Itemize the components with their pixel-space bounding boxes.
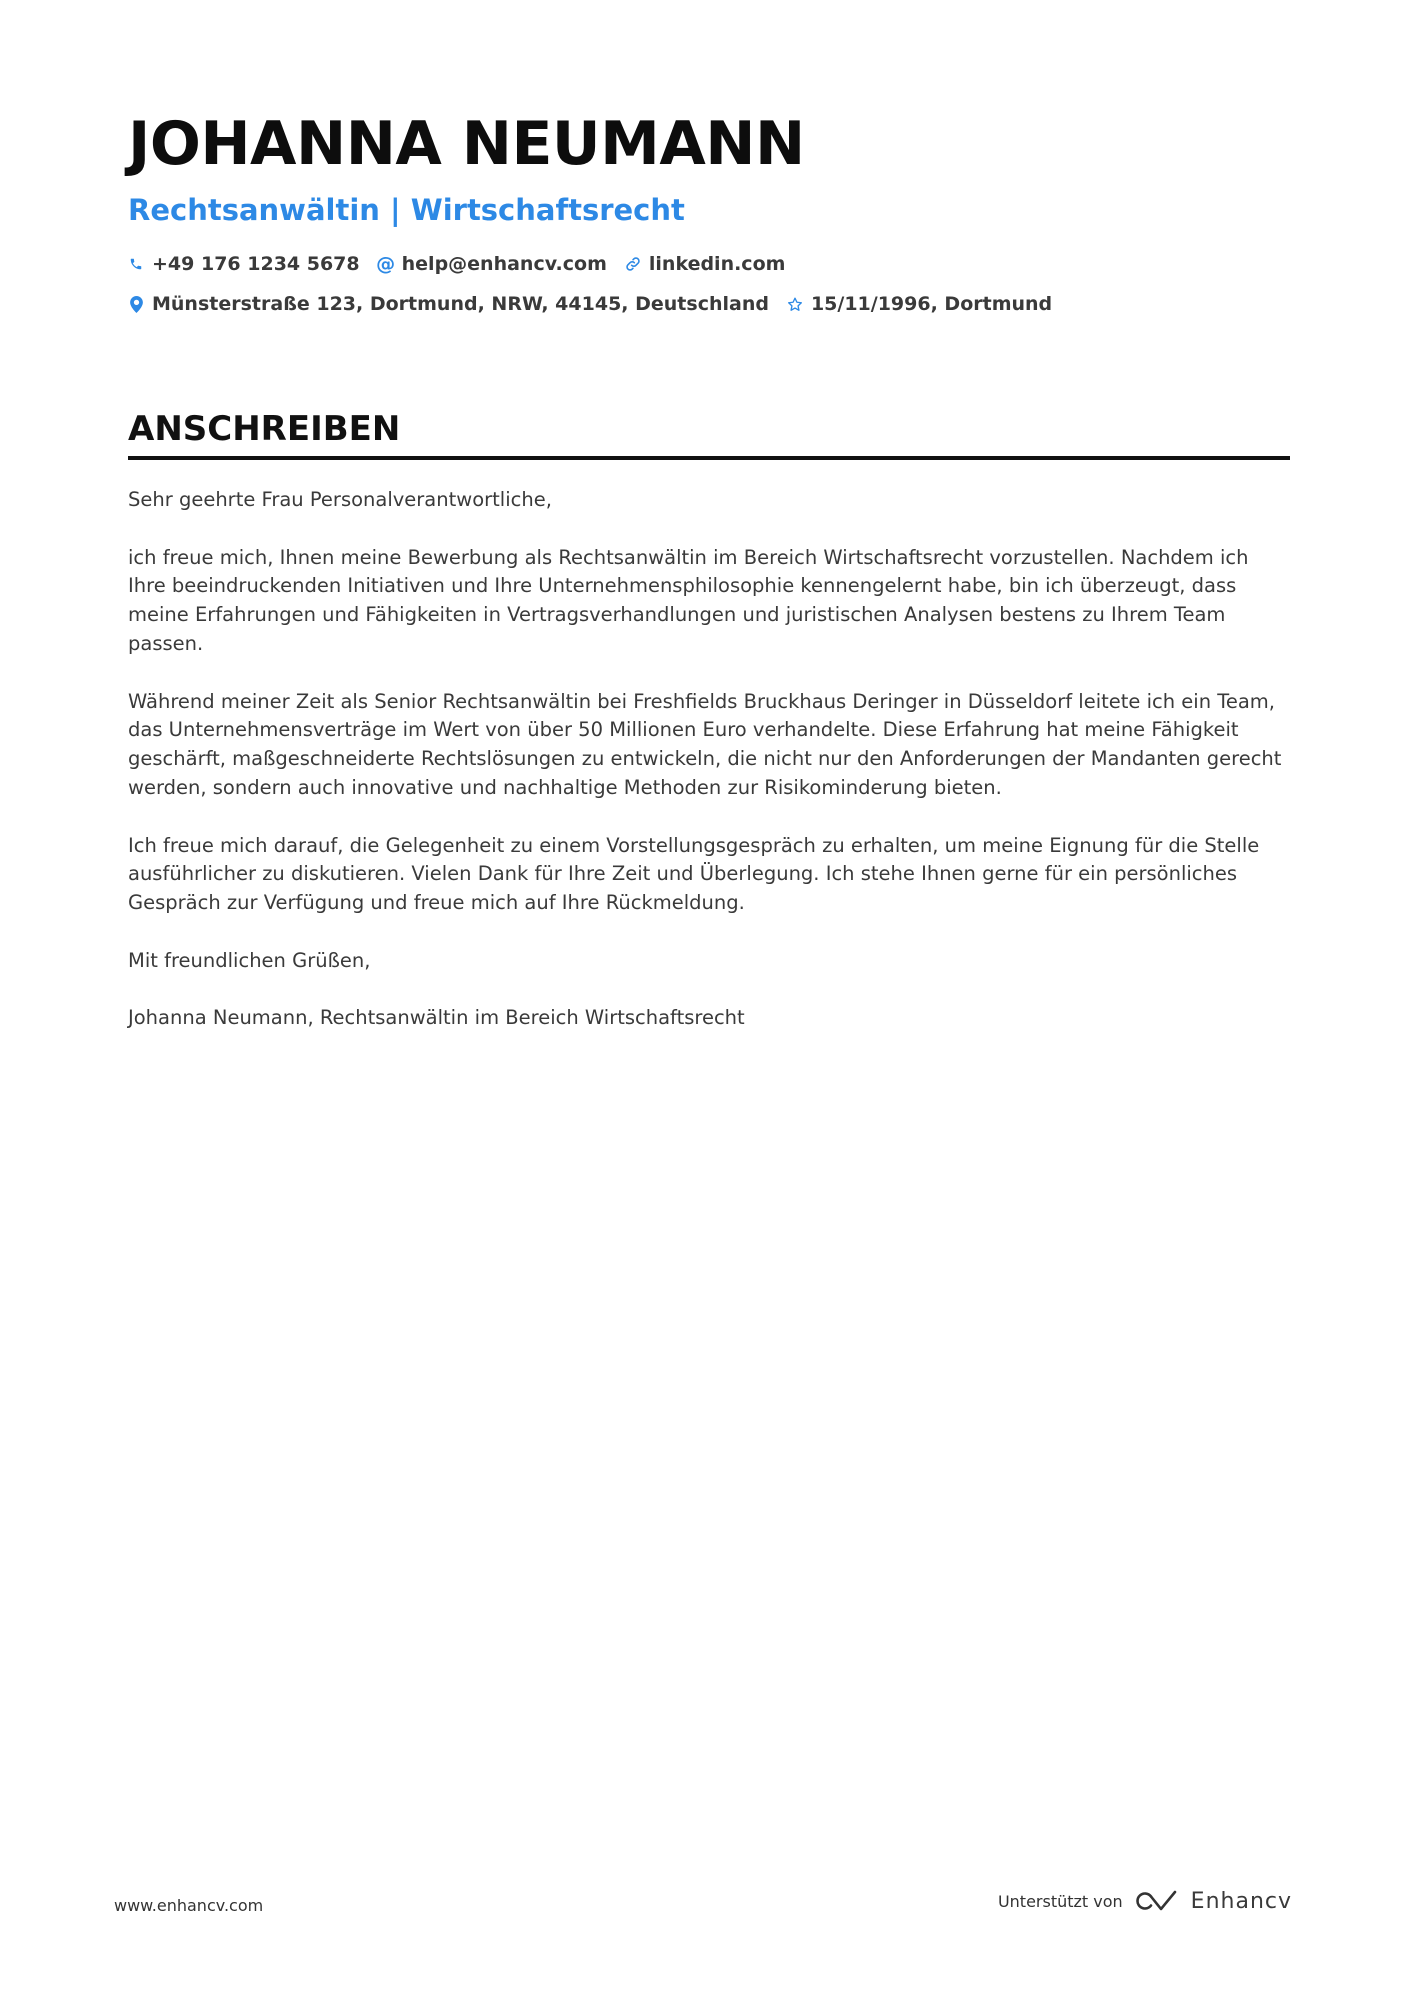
job-title: Rechtsanwältin | Wirtschaftsrecht (128, 193, 685, 227)
letter-signature: Johanna Neumann, Rechtsanwältin im Bereich Wirtschaftsrecht (128, 1006, 745, 1030)
at-icon: @ (376, 253, 396, 275)
footer-branding (998, 1888, 1292, 1914)
star-icon (787, 295, 803, 313)
email-text[interactable]: help@enhancv.com (401, 253, 607, 275)
brand-name: Enhancv (1190, 1888, 1292, 1914)
contact-birth (787, 293, 1052, 315)
contact-row-secondary (128, 290, 1290, 318)
candidate-name: JOHANNA NEUMANN (128, 109, 805, 179)
website-text[interactable]: linkedin.com (648, 253, 786, 275)
contact-row-primary (128, 250, 1290, 278)
resume-header (128, 104, 1290, 318)
location-icon (128, 295, 144, 313)
cover-letter-section (128, 408, 1290, 1062)
contact-website[interactable] (625, 253, 786, 275)
section-title: ANSCHREIBEN (128, 409, 401, 449)
address-text: Münsterstraße 123, Dortmund, NRW, 44145, Deutschland (152, 293, 769, 315)
enhancv-logo-icon (1135, 1888, 1181, 1914)
link-icon (625, 255, 641, 273)
letter-paragraph: Ich freue mich darauf, die Gelegenheit zu einem Vorstellungsgespräch zu erhalten, um meine Eignung für die Stelle ausführlicher zu diskutieren. Vielen Dank für Ihre Zeit und Überlegung. Ich stehe Ihnen gerne für ein persönliches Gespräch zur Verfügung und freue mich auf Ihre Rückmeldung. (128, 833, 1260, 915)
phone-text: +49 176 1234 5678 (152, 253, 360, 275)
letter-salutation: Sehr geehrte Frau Personalverantwortliche, (128, 488, 552, 511)
footer-website[interactable]: www.enhancv.com (114, 1896, 264, 1915)
contact-phone (128, 253, 360, 275)
letter-closing: Mit freundlichen Grüßen, (128, 948, 371, 972)
powered-by-label: Unterstützt von (997, 1891, 1123, 1911)
letter-paragraph: ich freue mich, Ihnen meine Bewerbung als Rechtsanwältin im Bereich Wirtschaftsrecht vorzustellen. Nachdem ich Ihre beeindruckenden Initiativen und Ihre Unternehmensphilosophie kennengelernt habe, bin ich überzeugt, dass meine Erfahrungen und Fähigkeiten in Vertragsverhandlungen und juristischen Analysen bestens zu Ihrem Team passen. (128, 545, 1249, 655)
birth-text: 15/11/1996, Dortmund (810, 293, 1053, 315)
letter-paragraph: Während meiner Zeit als Senior Rechtsanwältin bei Freshfields Bruckhaus Deringer in Düsseldorf leitete ich ein Team, das Unternehmensverträge im Wert von über 50 Millionen Euro verhandelte. Diese Erfahrung hat meine Fähigkeit geschärft, maßgeschneiderte Rechtslösungen zu entwickeln, die nicht nur den Anforderungen der Mandanten gerecht werden, sondern auch innovative und nachhaltige Methoden zur Risikominderung bieten. (128, 689, 1282, 799)
contact-address (128, 293, 769, 315)
brand-logo[interactable] (1135, 1888, 1292, 1914)
phone-icon (128, 255, 144, 273)
contact-email[interactable] (378, 253, 607, 275)
letter-body (128, 486, 1290, 1033)
section-divider (128, 456, 1290, 460)
